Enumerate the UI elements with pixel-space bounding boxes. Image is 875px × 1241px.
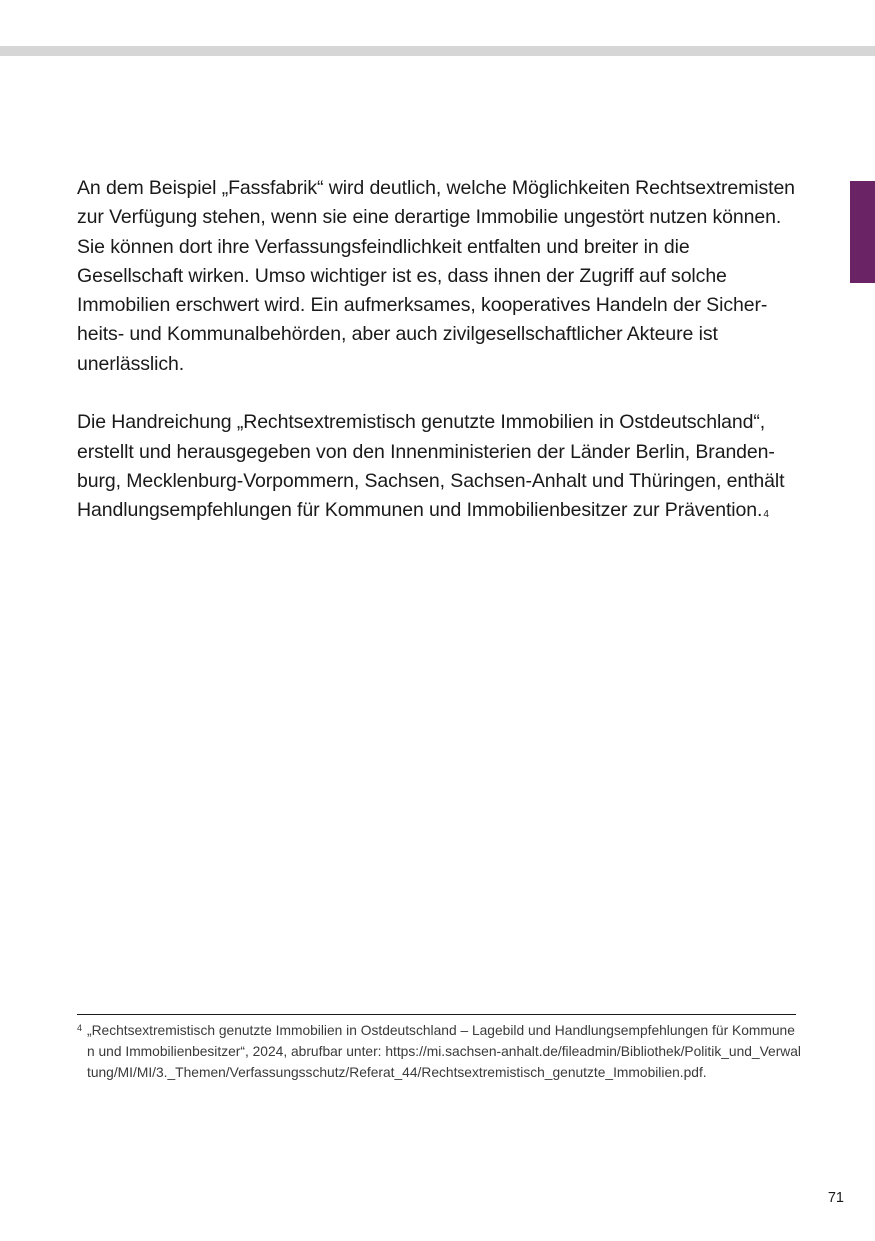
paragraph-1: An dem Beispiel „Fassfabrik“ wird deutlich, welche Möglichkeiten Rechtsextremisten zur Verfügung stehen, wenn sie eine derartige Immobilie ungestört nutzen können. Sie können dort ihre Verfassungsfeindlichkeit entfalten und breiter in die Gesellschaft wirken. Umso wichtiger ist es, dass ihnen der Zugriff auf solche Immobilien erschwert wird. Ein aufmerksames, kooperatives Handeln der Sicherheits- und Kommunalbehörden, aber auch zivilgesellschaftlicher Akteure ist unerlässlich. — [77, 177, 795, 375]
page-number: 71 — [827, 1190, 844, 1206]
chapter-tab-marker — [850, 181, 875, 283]
main-text — [77, 174, 799, 526]
paragraph-2-text: Die Handreichung „Rechtsextremistisch genutzte Immobilien in Ostdeutschland“, erstellt und herausgegeben von den Innenministerien der Länder Berlin, Brandenburg, Mecklenburg-Vorpommern, Sachsen, Sachsen-Anhalt und Thüringen, enthält Handlungsempfehlungen für Kommunen und Immobilienbesitzer zur Prävention. — [77, 411, 785, 522]
header-bar — [0, 46, 875, 56]
footnote — [77, 1020, 802, 1083]
footnote-marker: 4 — [77, 1023, 83, 1033]
footnote-divider — [77, 1014, 796, 1015]
footnote-reference[interactable]: 4 — [763, 509, 769, 521]
footnote-text: „Rechtsextremistisch genutzte Immobilien in Ostdeutschland – Lagebild und Handlungsempfehlungen für Kommunen und Immobilienbesitzer“, 2024, abrufbar unter: https://mi.sachsen-anhalt.de/fileadmin/Bibliothek/Politik_und_Verwaltung/MI/MI/3._Themen/Verfassungsschutz/Referat_44/Rechtsextremistisch_genutzte_Immobilien.pdf. — [87, 1023, 802, 1080]
paragraph-2 — [77, 408, 799, 525]
